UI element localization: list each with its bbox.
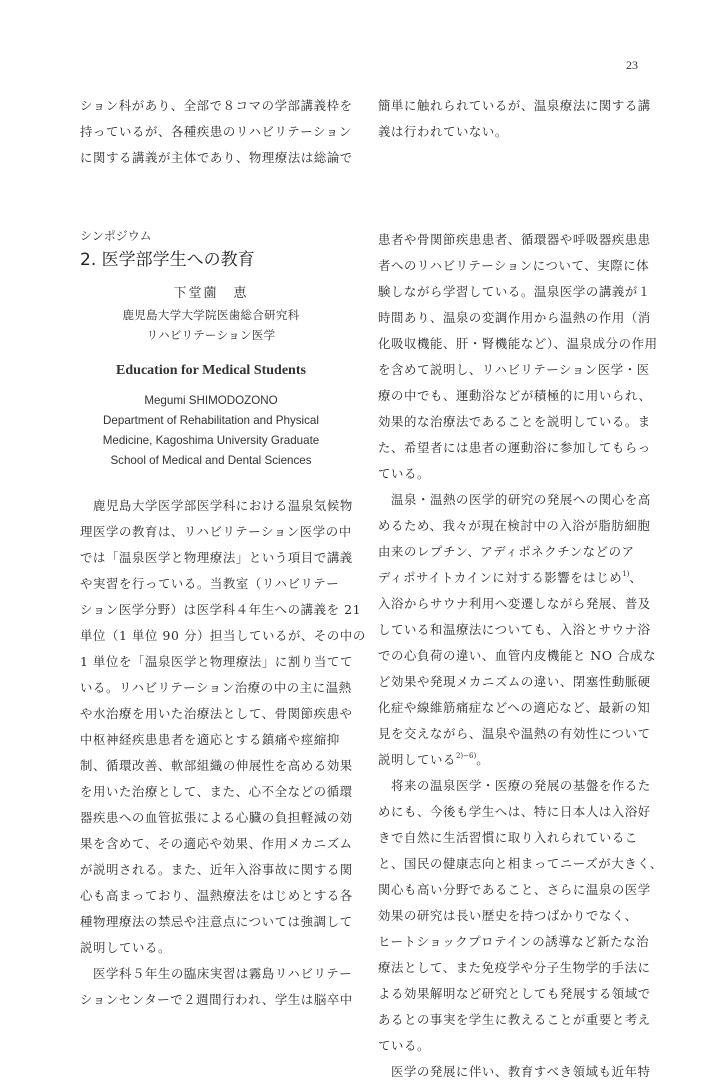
text-line: や水治療を用いた治療法として、骨関節疾患や	[80, 706, 353, 721]
text-line: よる効果解明など研究としても発展する領域で	[378, 986, 651, 1001]
section-label: シンポジウム	[80, 229, 152, 243]
article-title-en: Education for Medical Students	[116, 363, 306, 378]
text-line: 持っているが、各種疾患のリハビリテーション	[80, 124, 352, 139]
continued-text-right	[378, 93, 651, 145]
citation-ref: 1)	[622, 570, 630, 578]
citation-ref: 2)−6)	[455, 752, 477, 760]
text-segment: 説明している	[378, 752, 456, 767]
text-line: での心負荷の違い、血管内皮機能と NO 合成な	[378, 648, 657, 663]
text-line: ション医学分野）は医学科４年生への講義を 21	[80, 602, 362, 617]
affiliation-jp: 鹿児島大学大学院医歯総合研究科	[122, 308, 300, 322]
text-line: や実習を行っている。当教室（リハビリテー	[80, 576, 340, 591]
text-line: が説明される。また、近年入浴事故に関する関	[80, 862, 353, 877]
text-line: 義は行われていない。	[378, 124, 508, 139]
text-line: 由来のレプチン、アディポネクチンなどのア	[378, 544, 635, 559]
author-name-jp: 下堂薗 恵	[173, 286, 249, 301]
text-line: 時間あり、温泉の変調作用から温熱の作用（消	[378, 310, 651, 325]
affiliation-en: Medicine, Kagoshima University Graduate	[102, 434, 320, 447]
text-line: 簡単に触れられているが、温泉療法に関する講	[378, 98, 651, 113]
body-text-right	[378, 227, 663, 1085]
text-line: 験しながら学習している。温泉医学の講義が１	[378, 284, 651, 299]
text-line: を含めて説明し、リハビリテーション医学・医	[378, 362, 650, 377]
text-segment: 、	[629, 570, 643, 585]
text-line: 器疾患への血管拡張による心臓の負担軽減の効	[80, 810, 353, 825]
author-block	[80, 283, 342, 471]
article-heading: 2. 医学部学生への教育	[80, 250, 255, 270]
text-line: ションセンターで２週間行われ、学生は脳卒中	[80, 992, 353, 1007]
text-segment: ディポサイトカインに対する影響をはじめ	[378, 570, 623, 585]
text-line: 効果的な治療法であることを説明している。ま	[378, 414, 651, 429]
text-line	[378, 565, 643, 591]
text-line: に関する講義が主体であり、物理療法は総論で	[80, 150, 353, 165]
text-line: 見を交えながら、温泉や温熱の有効性について	[378, 726, 651, 741]
text-line: 中枢神経疾患患者を適応とする鎮痛や痙縮抑	[80, 732, 340, 747]
text-line: た、希望者には患者の運動浴に参加してもらっ	[378, 440, 651, 455]
text-line: では「温泉医学と物理療法」という項目で講義	[80, 550, 353, 565]
text-line: 果を含めて、その適応や効果、作用メカニズム	[80, 836, 353, 851]
text-line: している和温療法についても、入浴とサウナ浴	[378, 622, 651, 637]
page-number: 23	[626, 58, 638, 72]
text-line: めにも、今後も学生へは、特に日本人は入浴好	[378, 804, 651, 819]
text-line: 関心も高い分野であること、さらに温泉の医学	[378, 882, 651, 897]
author-name-en: Megumi SHIMODOZONO	[144, 394, 278, 407]
text-line: 療の中でも、運動浴などが積極的に用いられ、	[378, 388, 652, 403]
text-line: 心も高まっており、温熱療法をはじめとする各	[80, 888, 353, 903]
continued-text-left	[80, 93, 353, 171]
text-line: 1 単位を「温泉医学と物理療法」に割り当てて	[80, 654, 353, 669]
text-line: を用いた治療として、また、心不全などの循環	[80, 784, 353, 799]
text-line: 種物理療法の禁忌や注意点については強調して	[80, 914, 353, 929]
text-line: 鹿児島大学医学部医学科における温泉気候物	[93, 498, 353, 513]
text-line: 単位（1 単位 90 分）担当しているが、その中の	[80, 628, 366, 643]
text-line: ている。	[378, 1038, 430, 1053]
text-line: 制、循環改善、軟部組織の伸展性を高める効果	[80, 758, 353, 773]
text-line: めるため、我々が現在検討中の入浴が脂肪細胞	[378, 518, 651, 533]
text-line: 化吸収機能、肝・腎機能など）、温泉成分の作用	[378, 336, 658, 351]
text-line: 温泉・温熱の医学的研究の発展への関心を高	[391, 492, 651, 507]
affiliation-jp: リハビリテーション医学	[146, 328, 276, 342]
text-line: 説明している。	[80, 940, 171, 955]
text-line: ている。	[378, 466, 430, 481]
text-line: ション科があり、全部で８コマの学部講義枠を	[80, 98, 353, 113]
text-line: 理医学の教育は、リハビリテーション医学の中	[80, 524, 352, 539]
text-line	[378, 747, 640, 773]
article-header	[80, 227, 342, 471]
text-segment: 。	[476, 752, 490, 767]
body-text-left	[80, 493, 366, 1013]
text-line: 効果の研究は長い歴史を持つばかりでなく、	[378, 908, 638, 923]
text-line: 化症や線維筋痛症などへの適応など、最新の知	[378, 700, 651, 715]
text-line: 療法として、また免疫学や分子生物学的手法に	[378, 960, 651, 975]
affiliation-en: Department of Rehabilitation and Physical	[103, 414, 319, 427]
text-line: 患者や骨関節疾患患者、循環器や呼吸器疾患患	[378, 232, 651, 247]
text-line: 医学科５年生の臨床実習は霧島リハビリテー	[93, 966, 353, 981]
text-line: あるとの事実を学生に教えることが重要と考え	[378, 1012, 651, 1027]
text-line: ど効果や発現メカニズムの違い、閉塞性動脈硬	[378, 674, 651, 689]
text-line: ヒートショックプロテインの誘導など新たな治	[378, 934, 650, 949]
text-line: 将来の温泉医学・医療の発展の基盤を作るた	[391, 778, 651, 793]
text-line: いる。リハビリテーション治療の中の主に温熱	[80, 680, 352, 695]
text-line: 者へのリハビリテーションについて、実際に体	[378, 258, 650, 273]
affiliation-en: School of Medical and Dental Sciences	[110, 454, 312, 467]
text-line: と、国民の健康志向と相まってニーズが大きく、	[378, 856, 663, 871]
text-line: 医学の発展に伴い、教育すべき領域も近年特	[391, 1064, 651, 1079]
text-line: 入浴からサウナ利用へ変遷しながら発展、普及	[378, 596, 651, 611]
text-line: きで自然に生活習慣に取り入れられているこ	[378, 830, 638, 845]
